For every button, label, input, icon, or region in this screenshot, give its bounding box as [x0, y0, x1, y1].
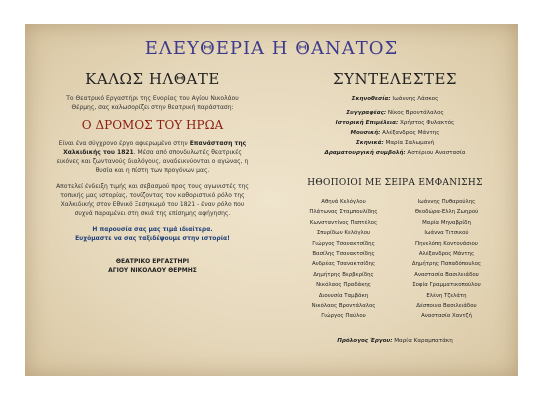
cast-member: Αναστασία Χαντζή [421, 313, 472, 320]
welcome-column [55, 70, 250, 275]
cast-list [290, 197, 500, 322]
cast-member: Γιώργος Παύλου [321, 313, 366, 320]
cast-member: Ιωάννης Πυθαρούλης [417, 199, 476, 205]
description-paragraph-1 [55, 139, 250, 175]
cast-heading: ΗΘΟΠΟΙΟΙ ΜΕ ΣΕΙΡΑ ΕΜΦΑΝΙΣΗΣ [307, 178, 483, 188]
signature-line-1: ΘΕΑΤΡΙΚΟ ΕΡΓΑΣΤΗΡΙ [115, 258, 190, 265]
cast-member: Αλέξανδρος Μάντης [418, 251, 475, 258]
credit-name: Ιωάννης Λάσκος [392, 96, 439, 102]
cast-member: Πλάτωνας Σταμπουλίδης [309, 209, 378, 216]
cast-member: Νικόλαος Βροντάλαλος [311, 303, 376, 310]
closing-message [55, 225, 250, 243]
credit-item [290, 138, 500, 148]
credit-role: Συγγραφέας: [346, 110, 387, 116]
credit-name: Αστέριου Αναστασία [407, 150, 466, 156]
description-paragraph-2: Αποτελεί ένδειξη τιμής και σεβασμού προς τους αγωνιστές της τοπικής μας ιστορίας, τονίζοντας τον καθοριστικό ρόλο της Χαλκιδικής στον Εθνικό Ξεσηκωμό του 1821 - έναν ρόλο που συχνά παραμένει στη σκιά της επίσημης αφήγησης. [56, 183, 249, 217]
credit-role: Μουσική: [350, 130, 381, 136]
cast-member: Διονυσία Ταμβάκη [318, 292, 369, 299]
credit-item [290, 118, 500, 128]
main-title: ΕΛΕΥΘΕΡΙΑ Η ΘΑΝΑΤΟΣ [144, 38, 399, 59]
cast-member: Ανδρέας Τσανακτσίδης [311, 261, 376, 268]
credit-item [290, 128, 500, 138]
cast-member: Κωνσταντίνος Παπτέλος [309, 219, 378, 226]
credit-name: Χρήστος Φυλακτός [399, 120, 455, 126]
description-highlight: Επανάσταση της Χαλκιδικής του 1821 [63, 140, 247, 156]
signature-line-2: ΑΓΙΟΥ ΝΙΚΟΛΑΟΥ ΘΕΡΜΗΣ [108, 267, 197, 274]
cast-member: Βασίλης Τσανακτσίδης [312, 251, 375, 258]
cast-member: Μαρία Μηναβρίδη [422, 219, 471, 226]
closing-message-line-1: Η παρουσία σας μας τιμά ιδιαίτερα. [92, 226, 213, 233]
cast-member: Ελένη Τζελάτη [426, 292, 467, 299]
prologue-name: Μαρία Καραμπατάκη [394, 337, 453, 344]
cast-member: Δημήτρης Παπαδόπουλος [411, 261, 482, 268]
credits-list [290, 94, 500, 158]
credit-item [290, 108, 500, 118]
cast-member: Αθηνά Κελόγλου [321, 199, 366, 205]
credit-item [290, 148, 500, 158]
prologue-role: Πρόλογος Έργου: [337, 337, 393, 344]
cast-member: Δέσποινα Βασιλειάδου [416, 303, 477, 310]
credit-item [290, 94, 500, 104]
credit-name: Μαρία Σαλωμανή [385, 140, 435, 146]
cast-column-right [399, 197, 494, 322]
credit-role: Σκηνοθεσία: [351, 96, 391, 102]
description-text-a: Είναι ένα σύγχρονο έργο αφιερωμένο στην [58, 140, 190, 147]
intro-text: Το Θεατρικό Εργαστήρι της Ενορίας του Αγίου Νικολάου Θέρμης, σας καλωσορίζει στην θεατρική παράσταση: [66, 95, 239, 111]
credit-role: Ιστορική Επιμέλεια: [335, 120, 399, 126]
cast-member: Αναστασία Βασιλειάδου [414, 271, 479, 278]
credit-role: Σκηνικά: [355, 140, 384, 146]
cast-member: Θεοδώρα-Ελλη Ζωηρού [414, 209, 479, 216]
credit-role: Δραματουργική συμβολή: [324, 150, 406, 156]
cast-member: Νικόλαος Πραδάκης [316, 282, 371, 289]
prologue-credit [290, 336, 500, 346]
program-sheet [25, 24, 518, 376]
closing-message-line-2: Ευχόμαστε να σας ταξιδέψουμε στην ιστορία! [75, 235, 230, 242]
welcome-heading: ΚΑΛΩΣ ΗΛΘΑΤΕ [85, 70, 220, 88]
credits-heading: ΣΥΝΤΕΛΕΣΤΕΣ [332, 70, 458, 88]
credits-column [290, 70, 500, 351]
credit-name: Νίκος Βροντάλαλος [387, 110, 444, 116]
cast-member: Γιώργος Τσανακτσίδης [312, 240, 375, 247]
cast-member: Δημήτρης Βερβερίδης [313, 271, 374, 278]
credit-name: Αλέξανδρος Μάντης [382, 130, 440, 136]
cast-member: Ιωάννα Τιτσικού [424, 230, 469, 237]
cast-member: Σοφία Γραμματικοπούλου [412, 282, 481, 289]
cast-member: Πηνελόπη Κοντονάσιου [415, 240, 478, 247]
play-title: Ο ΔΡΟΜΟΣ ΤΟΥ ΗΡΩΑ [81, 118, 224, 132]
description-text-b: . Μέσα από σπονδυλωτές θεατρικές εικόνες και ζωντανούς διαλόγους, αναδεικνύονται ο αγώνας, η θυσία και η πίστη των προγόνων μας. [56, 149, 249, 174]
cast-column-left [296, 197, 391, 322]
cast-member: Σπυρίδων Κελόγλου [316, 230, 371, 237]
